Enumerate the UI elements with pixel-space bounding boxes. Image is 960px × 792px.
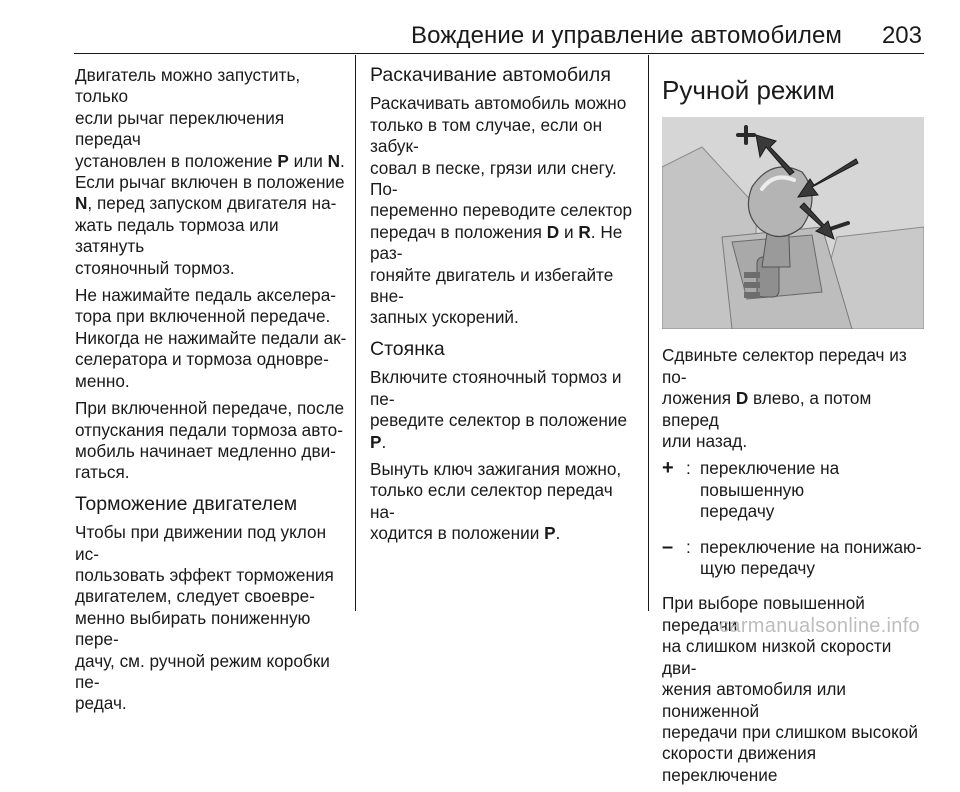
heading-rocking: Раскачивание автомобиля xyxy=(370,64,611,86)
header-rule xyxy=(74,53,924,54)
gear-selector-drawing xyxy=(662,117,924,329)
column-divider-1 xyxy=(355,55,356,611)
definition-text: переключение на понижаю- щую передачу xyxy=(700,536,922,579)
minus-icon: – xyxy=(662,535,674,558)
watermark: carmanualsonline.info xyxy=(719,615,920,637)
heading-manual-mode: Ручной режим xyxy=(662,75,835,105)
definition-text: переключение на повышенную передачу xyxy=(700,458,840,522)
page-number: 203 xyxy=(881,22,922,49)
paragraph-ignition-key: Вынуть ключ зажигания можно, только если селектор передач на- ходится в положении P. xyxy=(370,458,622,544)
plus-icon: + xyxy=(662,457,674,480)
paragraph-engine-braking: Чтобы при движении под уклон ис- пользовать эффект торможения двигателем, следует своевре- менно выбирать пониженную пере- дачу, см. ручной режим коробки пе- редач. xyxy=(75,522,334,714)
paragraph-shift-warning: При выборе повышенной передачи на слишком низкой скорости дви- жения автомобиля или пониженной передачи при слишком высокой скорости движения переключение xyxy=(662,593,918,785)
page-header xyxy=(0,0,960,50)
paragraph-manual-shift: Сдвиньте селектор передач из по- ложения D влево, а потом вперед или назад. xyxy=(662,345,907,452)
paragraph-parking: Включите стояночный тормоз и пе- реведите селектор в положение P. xyxy=(370,367,628,452)
symbol-definitions xyxy=(662,458,927,579)
paragraph-rocking: Раскачивать автомобиль можно только в том случае, если он забук- совал в песке, грязи или снегу. По- переменно переводите селектор передач в положения D и R. Не раз- гоняйте двигатель и избегайте вне- запных ускорений. xyxy=(370,93,633,328)
heading-parking: Стоянка xyxy=(370,337,445,360)
column-1 xyxy=(75,65,347,721)
column-2 xyxy=(370,65,634,551)
gear-selector-illustration xyxy=(662,117,924,329)
heading-engine-braking: Торможение двигателем xyxy=(75,492,298,515)
paragraph-pedal-warning: Не нажимайте педаль акселера- тора при включенной передаче. Никогда не нажимайте педали ак- селератора и тормоза одновре- менно. xyxy=(75,285,347,391)
definition-upshift: + : переключение на повышенную передачу xyxy=(662,458,927,522)
column-divider-2 xyxy=(648,55,649,611)
chapter-title: Вождение и управление автомобилем xyxy=(411,22,842,49)
column-3 xyxy=(662,75,927,792)
paragraph-engine-start: Двигатель можно запустить, только если рычаг переключения передач установлен в положение P или N. Если рычаг включен в положение N, перед запуском двигателя на- жать педаль тормоза или затянуть стояночный тормоз. xyxy=(75,65,345,278)
paragraph-creep: При включенной передаче, после отпускания педали тормоза авто- мобиль начинает медленно дви- гаться. xyxy=(75,398,345,483)
definition-downshift: – : переключение на понижаю- щую передачу xyxy=(662,537,927,580)
